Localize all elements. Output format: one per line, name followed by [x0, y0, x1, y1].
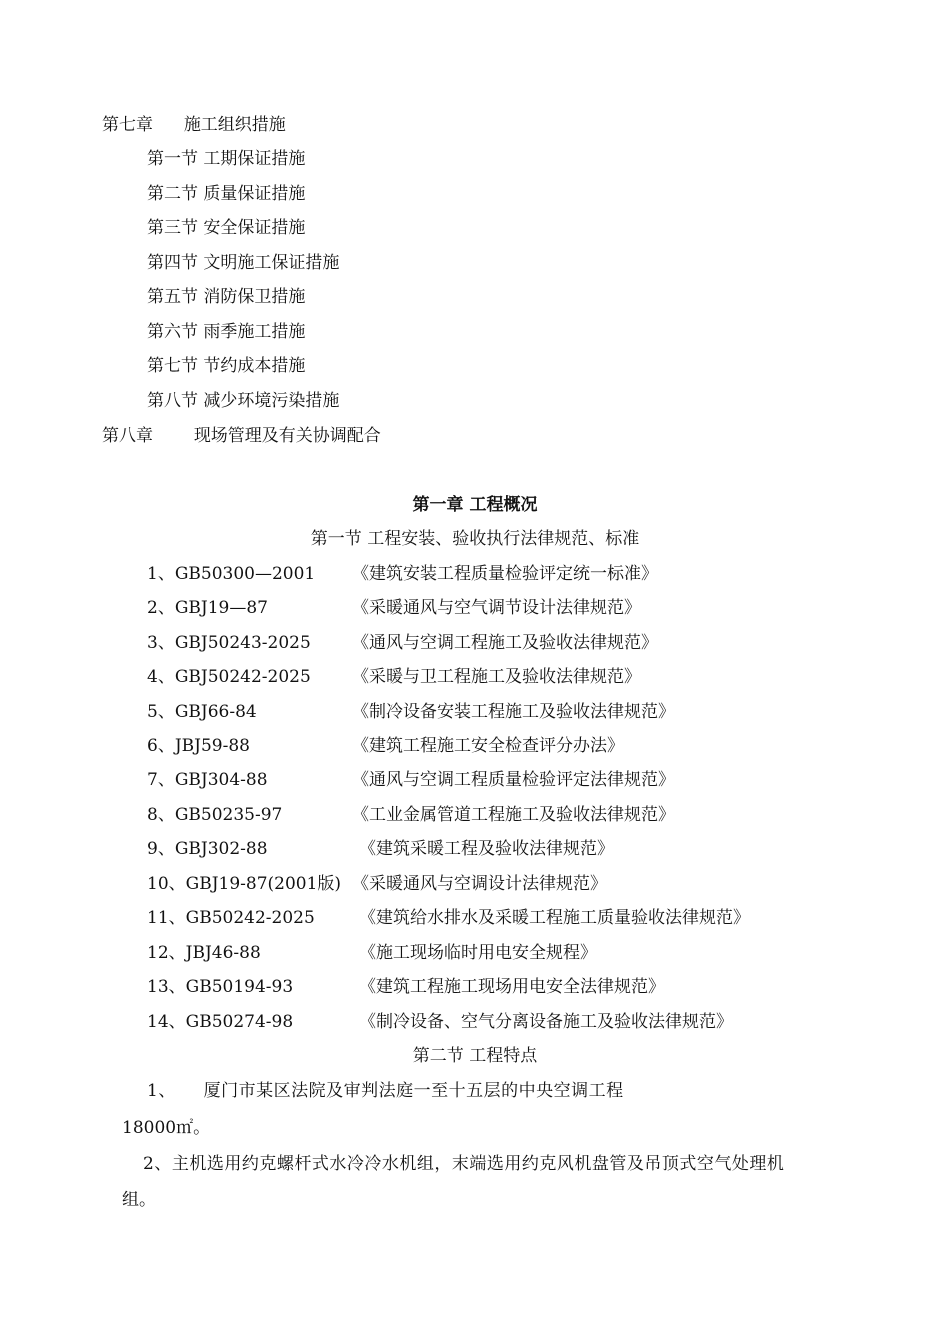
standard-code: 6、JBJ59-88	[147, 736, 250, 756]
toc-chapter-title: 现场管理及有关协调配合	[193, 426, 381, 446]
toc-section-title: 工期保证措施	[203, 149, 306, 169]
toc-section-number: 第一节	[147, 149, 198, 169]
toc-section-number: 第八节	[147, 391, 198, 411]
toc-chapter-number: 第七章	[102, 115, 153, 135]
toc-section-title: 雨季施工措施	[203, 322, 306, 342]
standard-code: 10、GBJ19-87(2001版)	[147, 874, 342, 894]
toc-section-title: 质量保证措施	[203, 184, 306, 204]
standard-item	[147, 942, 597, 964]
toc-section-title: 减少环境污染措施	[203, 391, 340, 411]
toc-section-title: 消防保卫措施	[203, 287, 306, 307]
standard-item	[147, 976, 665, 998]
standard-name: 《通风与空调工程施工及验收法律规范》	[352, 633, 658, 653]
chapter-title: 第一章 工程概况	[412, 495, 538, 515]
standard-item	[147, 838, 614, 860]
toc-section-title: 文明施工保证措施	[203, 253, 340, 273]
feature-number: 1、	[147, 1081, 176, 1101]
toc-section-title: 安全保证措施	[203, 218, 306, 238]
toc-section-number: 第六节	[147, 322, 198, 342]
section-title: 第一节 工程安装、验收执行法律规范、标准	[310, 529, 640, 549]
feature-paragraph-2: 2、主机选用约克螺杆式水冷冷水机组，末端选用约克风机盘管及吊顶式空气处理机	[143, 1154, 785, 1174]
standard-item	[147, 907, 750, 929]
feature-paragraph-2-continuation: 组。	[122, 1190, 156, 1210]
toc-section	[147, 286, 305, 308]
standard-item	[147, 873, 607, 895]
standard-item	[147, 597, 641, 619]
feature-text: 厦门市某区法院及审判法庭一至十五层的中央空调工程	[203, 1081, 624, 1101]
standard-code: 12、JBJ46-88	[147, 943, 261, 963]
standard-code: 11、GB50242-2025	[147, 908, 315, 928]
standard-item	[147, 769, 675, 791]
toc-section	[147, 390, 339, 412]
standard-name: 《采暖通风与空气调节设计法律规范》	[352, 598, 641, 618]
toc-chapter-7	[102, 114, 286, 136]
toc-chapter-title: 施工组织措施	[183, 115, 286, 135]
toc-section-number: 第七节	[147, 356, 198, 376]
feature-paragraph-1-continuation: 18000㎡。	[122, 1118, 211, 1138]
standard-code: 8、GB50235-97	[147, 805, 283, 825]
standard-code: 3、GBJ50243-2025	[147, 633, 311, 653]
section-title: 第二节 工程特点	[412, 1046, 538, 1066]
standard-name: 《制冷设备安装工程施工及验收法律规范》	[352, 702, 675, 722]
standard-item	[147, 1011, 733, 1033]
toc-section	[147, 355, 305, 377]
feature-paragraph-1	[147, 1080, 690, 1102]
standard-name: 《建筑工程施工现场用电安全法律规范》	[359, 977, 665, 997]
standard-item	[147, 735, 624, 757]
standard-code: 2、GBJ19—87	[147, 598, 268, 618]
standard-name: 《采暖通风与空调设计法律规范》	[352, 874, 607, 894]
standard-name: 《建筑采暖工程及验收法律规范》	[359, 839, 614, 859]
standard-code: 13、GB50194-93	[147, 977, 294, 997]
toc-section-number: 第五节	[147, 287, 198, 307]
standard-item	[147, 666, 641, 688]
standard-name: 《建筑工程施工安全检查评分办法》	[352, 736, 624, 756]
standard-name: 《通风与空调工程质量检验评定法律规范》	[352, 770, 675, 790]
standard-name: 《制冷设备、空气分离设备施工及验收法律规范》	[359, 1012, 733, 1032]
standard-code: 4、GBJ50242-2025	[147, 667, 311, 687]
toc-section	[147, 148, 305, 170]
standard-code: 9、GBJ302-88	[147, 839, 268, 859]
standard-item	[147, 632, 658, 654]
standard-code: 14、GB50274-98	[147, 1012, 294, 1032]
toc-section	[147, 217, 305, 239]
standard-name: 《建筑安装工程质量检验评定统一标准》	[352, 564, 658, 584]
toc-section-number: 第二节	[147, 184, 198, 204]
standard-code: 1、GB50300—2001	[147, 564, 316, 584]
toc-section-title: 节约成本措施	[203, 356, 306, 376]
standard-code: 5、GBJ66-84	[147, 702, 257, 722]
toc-section-number: 第三节	[147, 218, 198, 238]
toc-section	[147, 321, 305, 343]
toc-section-number: 第四节	[147, 253, 198, 273]
toc-section	[147, 252, 339, 274]
toc-chapter-8	[102, 425, 381, 447]
standard-code: 7、GBJ304-88	[147, 770, 268, 790]
standard-name: 《采暖与卫工程施工及验收法律规范》	[352, 667, 641, 687]
standard-item	[147, 701, 675, 723]
toc-chapter-number: 第八章	[102, 426, 153, 446]
toc-section	[147, 183, 305, 205]
standard-name: 《施工现场临时用电安全规程》	[359, 943, 597, 963]
standard-name: 《建筑给水排水及采暖工程施工质量验收法律规范》	[359, 908, 750, 928]
standard-name: 《工业金属管道工程施工及验收法律规范》	[352, 805, 675, 825]
standard-item	[147, 804, 675, 826]
standard-item	[147, 563, 658, 585]
